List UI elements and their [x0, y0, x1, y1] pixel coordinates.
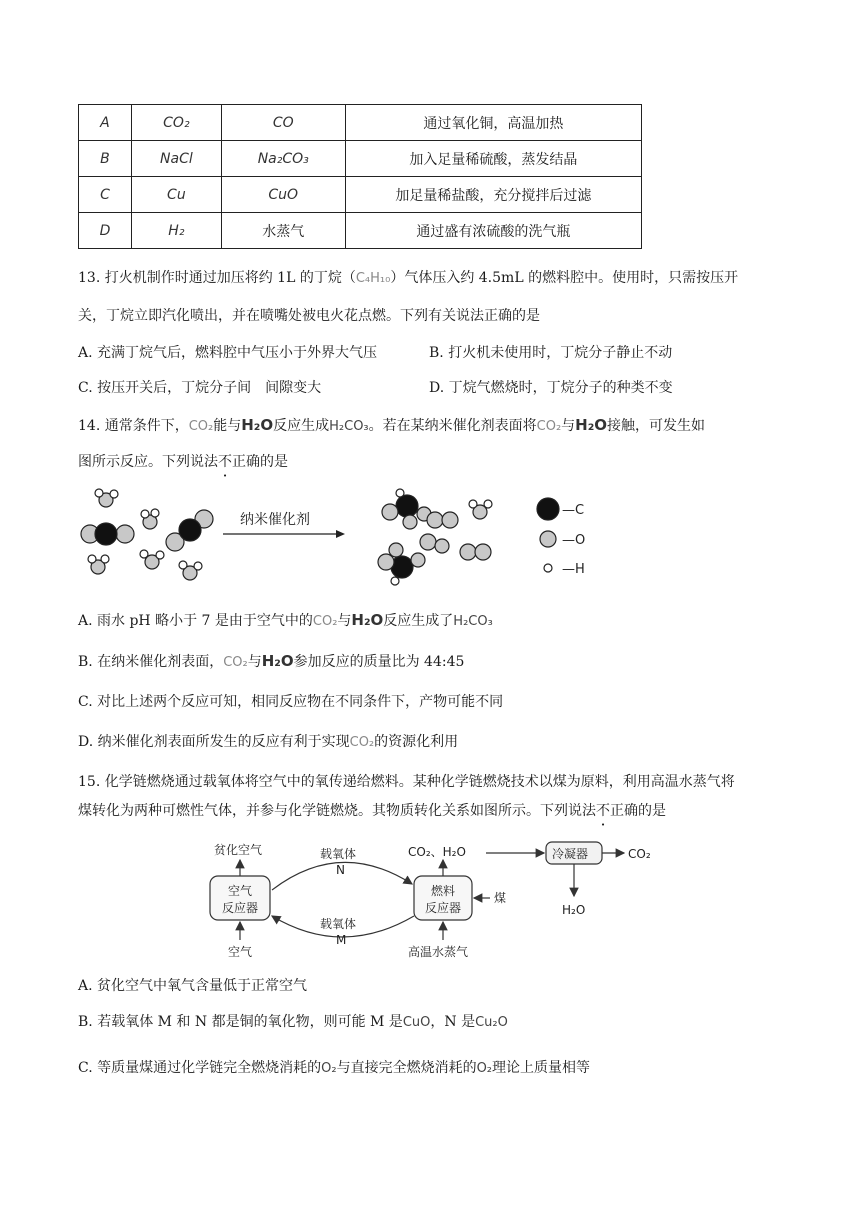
q14-text: 参加反应的质量比为 44:45 [293, 654, 465, 670]
air-reactor-label: 空气 [228, 884, 253, 898]
h2o-molecule-icon [179, 561, 202, 580]
carrier-n-label: 载氧体 [320, 847, 357, 861]
q14-stem-line1 [78, 415, 705, 437]
q14-text: 与 [337, 613, 352, 629]
catalyst-label: 纳米催化剂 [240, 512, 310, 528]
coal-label: 煤 [494, 891, 507, 905]
q13-option-d: D. 丁烷气燃烧时，丁烷分子的种类不变 [429, 380, 673, 396]
cuo-formula: CuO [402, 1015, 431, 1030]
legend-c-label: —C [562, 503, 585, 518]
table-row [79, 177, 642, 213]
row-label: C [79, 177, 132, 213]
h2o-molecule-icon [469, 500, 492, 519]
q13-option-b: B. 打火机未使用时，丁烷分子静止不动 [429, 345, 673, 361]
q14-text: 与 [247, 654, 262, 670]
product-molecule-icon [378, 543, 425, 585]
h2o-formula: H₂O [261, 652, 294, 670]
q15-stem-line2 [78, 801, 666, 821]
q14-option-b [78, 651, 464, 673]
co2-output-label: CO₂ [628, 847, 651, 861]
co2-formula: CO₂ [349, 735, 375, 750]
q14-text: 与 [561, 418, 576, 434]
h2o-molecule-icon [141, 509, 159, 529]
q15-option-a: A. 贫化空气中氧气含量低于正常空气 [78, 978, 308, 994]
air-reactor-label: 反应器 [222, 901, 259, 915]
condenser-label: 冷凝器 [552, 847, 589, 861]
q13-text: ）气体压入约 4.5mL 的燃料腔中。使用时，只需按压开 [390, 270, 739, 286]
q14-text: 反应生成 [273, 418, 330, 434]
oxygen-legend-icon [540, 531, 556, 547]
butane-formula: C₄H₁₀ [355, 271, 391, 286]
q15-text: C. 等质量煤通过化学链完全燃烧消耗的 [78, 1060, 322, 1076]
o2-molecule-icon [420, 534, 449, 553]
o2-formula: O₂ [476, 1061, 493, 1076]
cu2o-formula: Cu₂O [475, 1015, 508, 1030]
q14-text: 14. 通常条件下， [78, 418, 189, 434]
options-table [78, 104, 642, 249]
q15-text: 正确的是 [610, 803, 666, 819]
h2o-molecule-icon [88, 555, 109, 574]
hydrogen-legend-icon [544, 564, 552, 572]
q14-option-a [78, 610, 493, 632]
substance-cell: NaCl [131, 141, 221, 177]
co2-formula: CO₂ [188, 419, 214, 434]
q14-text: A. 雨水 pH 略小于 7 是由于空气中的 [78, 613, 313, 629]
q14-text: 图所示反应。下列说法 [78, 454, 218, 470]
q15-text: B. 若载氧体 M 和 N 都是铜的氧化物，则可能 M 是 [78, 1014, 403, 1030]
q13-text: 13. 打火机制作时通过加压将约 1L 的丁烷（ [78, 270, 356, 286]
chemical-looping-diagram [200, 836, 680, 962]
q14-text: 。若在某纳米催化剂表面将 [368, 418, 537, 434]
q15-stem-line1: 15. 化学链燃烧通过载氧体将空气中的氧传递给燃料。某种化学链燃烧技术以煤为原料，利用高温水蒸气将 [78, 774, 735, 790]
products-label: CO₂、H₂O [408, 845, 466, 859]
fuel-reactor-label: 燃料 [431, 884, 456, 898]
substance-cell: Cu [131, 177, 221, 213]
substance-cell: H₂ [131, 213, 221, 249]
impurity-cell: Na₂CO₃ [221, 141, 345, 177]
q14-text: 正确的是 [232, 454, 288, 470]
impurity-cell: 水蒸气 [221, 213, 345, 249]
h2o-formula: H₂O [575, 416, 608, 434]
o2-molecule-icon [460, 544, 491, 560]
legend-o-label: —O [562, 533, 586, 548]
q15-option-b [78, 1012, 508, 1033]
carrier-m-label: 载氧体 [320, 917, 357, 931]
method-cell: 通过盛有浓硫酸的洗气瓶 [345, 213, 641, 249]
row-label: A [79, 105, 132, 141]
o2-molecule-icon [427, 512, 458, 528]
q14-text: 接触，可发生如 [607, 418, 706, 434]
row-label: B [79, 141, 132, 177]
row-label: D [79, 213, 132, 249]
q13-stem-line2: 关，丁烷立即汽化喷出，并在喷嘴处被电火花点燃。下列有关说法正确的是 [78, 308, 540, 324]
substance-cell: CO₂ [131, 105, 221, 141]
carrier-m-label: M [336, 933, 347, 947]
air-inlet-label: 空气 [228, 945, 253, 959]
co2-molecule-icon [81, 523, 134, 545]
q15-option-c [78, 1058, 590, 1079]
q14-text: 的资源化利用 [374, 734, 459, 750]
h2o-formula: H₂O [241, 416, 274, 434]
impurity-cell: CO [221, 105, 345, 141]
q13-option-c: C. 按压开关后，丁烷分子间 间隙变大 [78, 380, 322, 396]
h2o-molecule-icon [95, 489, 118, 507]
q15-text: ，N 是 [430, 1014, 476, 1030]
legend-h-label: —H [562, 562, 585, 577]
table-row [79, 141, 642, 177]
impurity-cell: CuO [221, 177, 345, 213]
q14-stem-line2 [78, 452, 288, 472]
h2o-molecule-icon [140, 550, 164, 569]
q13-stem-line1 [78, 268, 738, 289]
emphasis-char: 不 [596, 803, 610, 819]
molecule-reaction-diagram [70, 482, 630, 592]
table-row [79, 105, 642, 141]
co2-formula: CO₂ [223, 655, 248, 670]
fuel-reactor-label: 反应器 [425, 901, 462, 915]
method-cell: 加入足量稀硫酸，蒸发结晶 [345, 141, 641, 177]
q15-text: 理论上质量相等 [492, 1060, 591, 1076]
method-cell: 加足量稀盐酸，充分搅拌后过滤 [345, 177, 641, 213]
co2-molecule-icon [166, 510, 213, 551]
method-cell: 通过氧化铜，高温加热 [345, 105, 641, 141]
q14-text: 能与 [213, 418, 242, 434]
depleted-air-label: 贫化空气 [214, 843, 263, 857]
carbon-legend-icon [537, 498, 559, 520]
emphasis-char: 不 [218, 454, 232, 470]
carrier-n-label: N [336, 863, 345, 877]
q14-text: 反应生成了 [383, 613, 454, 629]
h2co3-formula: H₂CO₃ [453, 614, 493, 629]
q15-text: 与直接完全燃烧消耗的 [336, 1060, 477, 1076]
co2-formula: CO₂ [536, 419, 562, 434]
product-molecule-icon [382, 489, 431, 529]
steam-label: 高温水蒸气 [408, 945, 469, 959]
h2co3-formula: H₂CO₃ [329, 419, 369, 434]
q15-text: 煤转化为两种可燃性气体，并参与化学链燃烧。其物质转化关系如图所示。下列说法 [78, 803, 596, 819]
q14-option-d [78, 732, 458, 753]
q14-text: D. 纳米催化剂表面所发生的反应有利于实现 [78, 734, 350, 750]
arrow-head-icon [336, 530, 345, 538]
table-row [79, 213, 642, 249]
q14-option-c: C. 对比上述两个反应可知，相同反应物在不同条件下，产物可能不同 [78, 694, 504, 710]
h2o-formula: H₂O [351, 611, 384, 629]
q14-text: B. 在纳米催化剂表面， [78, 654, 224, 670]
q13-option-a: A. 充满丁烷气后，燃料腔中气压小于外界大气压 [78, 345, 378, 361]
h2o-output-label: H₂O [562, 903, 586, 917]
o2-formula: O₂ [321, 1061, 337, 1076]
co2-formula: CO₂ [312, 614, 338, 629]
